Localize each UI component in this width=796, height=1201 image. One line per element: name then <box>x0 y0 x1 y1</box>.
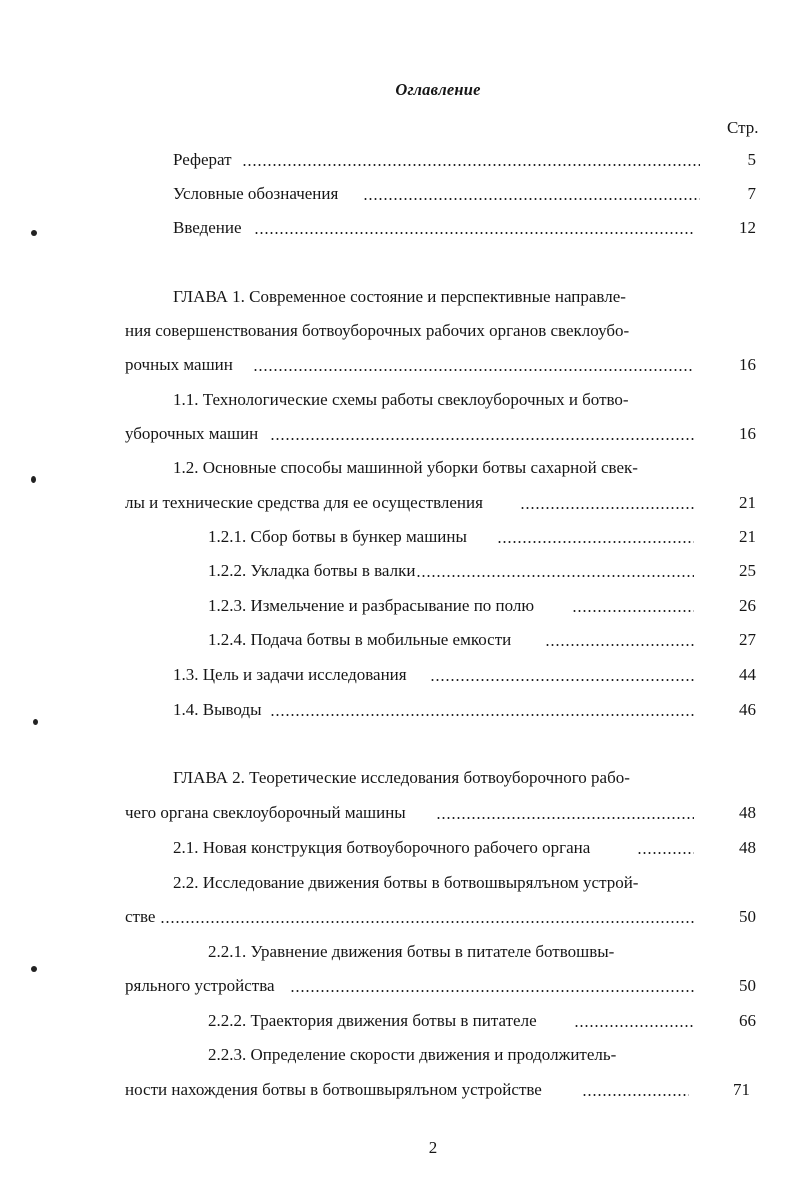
toc-entry-page: 5 <box>747 150 756 169</box>
toc-leader-dots <box>290 990 694 992</box>
toc-entry-page: 48 <box>739 803 756 822</box>
toc-leader-dots <box>242 164 700 166</box>
toc-subsection-line: 2.2.3. Определение скорости движения и продолжитель- <box>208 1045 617 1064</box>
toc-leader-dots <box>270 714 694 716</box>
toc-section-text: 1.4. Выводы <box>173 700 262 719</box>
toc-entry-page: 21 <box>739 493 756 512</box>
toc-chapter-line: ГЛАВА 1. Современное состояние и перспективные направле- <box>173 287 626 306</box>
scan-speck <box>31 476 36 483</box>
toc-entry-page: 66 <box>739 1011 756 1030</box>
toc-section-line: 1.2. Основные способы машинной уборки ботвы сахарной свек- <box>173 458 638 477</box>
toc-entry-page: 27 <box>739 630 756 649</box>
toc-entry-page: 50 <box>739 976 756 995</box>
toc-leader-dots <box>545 644 694 646</box>
toc-subsection-text: 1.2.4. Подача ботвы в мобильные емкости <box>208 630 512 649</box>
toc-entry-page: 48 <box>739 838 756 857</box>
toc-section-line: 2.2. Исследование движения ботвы в ботвошвырялъном устрой- <box>173 873 639 892</box>
scan-speck <box>31 966 37 972</box>
toc-subsection-text: 1.2.2. Укладка ботвы в валки <box>208 561 416 580</box>
toc-leader-dots <box>270 438 694 440</box>
toc-subsection-text: 2.2.2. Траектория движения ботвы в питателе <box>208 1011 537 1030</box>
toc-leader-dots <box>416 575 694 577</box>
toc-entry-text: Условные обозначения <box>173 184 339 203</box>
toc-leader-dots <box>574 1025 694 1027</box>
toc-leader-dots <box>253 369 694 371</box>
toc-entry-page: 71 <box>733 1080 750 1099</box>
toc-section-line: стве <box>125 907 156 926</box>
toc-subsection-line: ряльного устройства <box>125 976 275 995</box>
toc-section-line: лы и технические средства для ее осуществления <box>125 493 483 512</box>
scan-speck <box>33 719 38 725</box>
toc-leader-dots <box>363 198 700 200</box>
toc-chapter-line: ния совершенствования ботвоуборочных рабочих органов свеклоубо- <box>125 321 630 340</box>
toc-leader-dots <box>497 541 694 543</box>
toc-leader-dots <box>520 507 694 509</box>
scan-speck <box>31 230 37 236</box>
toc-entry-page: 50 <box>739 907 756 926</box>
toc-entry-page: 25 <box>739 561 756 580</box>
toc-leader-dots <box>160 921 694 923</box>
toc-section-text: 2.1. Новая конструкция ботвоуборочного рабочего органа <box>173 838 591 857</box>
toc-leader-dots <box>582 1094 689 1096</box>
page-column-header: Стр. <box>727 118 759 137</box>
page-title: Оглавление <box>395 80 481 99</box>
toc-chapter-line: чего органа свеклоуборочный машины <box>125 803 406 822</box>
page-number: 2 <box>428 1138 438 1157</box>
toc-chapter-line: ГЛАВА 2. Теоретические исследования ботвоуборочного рабо- <box>173 768 630 787</box>
toc-entry-page: 16 <box>739 424 756 443</box>
toc-entry-page: 7 <box>747 184 756 203</box>
toc-subsection-text: 1.2.3. Измельчение и разбрасывание по полю <box>208 596 535 615</box>
toc-section-line: 1.1. Технологические схемы работы свеклоуборочных и ботво- <box>173 390 629 409</box>
toc-leader-dots <box>430 679 694 681</box>
toc-entry-page: 16 <box>739 355 756 374</box>
toc-leader-dots <box>436 817 694 819</box>
toc-leader-dots <box>254 232 694 234</box>
toc-subsection-line: 2.2.1. Уравнение движения ботвы в питателе ботвошвы- <box>208 942 615 961</box>
toc-entry-page: 26 <box>739 596 756 615</box>
toc-subsection-text: 1.2.1. Сбор ботвы в бункер машины <box>208 527 467 546</box>
toc-entry-page: 12 <box>739 218 756 237</box>
toc-entry-page: 44 <box>739 665 756 684</box>
toc-entry-text: Введение <box>173 218 242 237</box>
toc-chapter-line: рочных машин <box>125 355 233 374</box>
toc-section-text: 1.3. Цель и задачи исследования <box>173 665 407 684</box>
toc-section-line: уборочных машин <box>125 424 259 443</box>
toc-entry-text: Реферат <box>173 150 232 169</box>
toc-subsection-line: ности нахождения ботвы в ботвошвырялъном устройстве <box>125 1080 542 1099</box>
toc-leader-dots <box>637 852 694 854</box>
toc-leader-dots <box>572 610 694 612</box>
toc-entry-page: 21 <box>739 527 756 546</box>
toc-entry-page: 46 <box>739 700 756 719</box>
